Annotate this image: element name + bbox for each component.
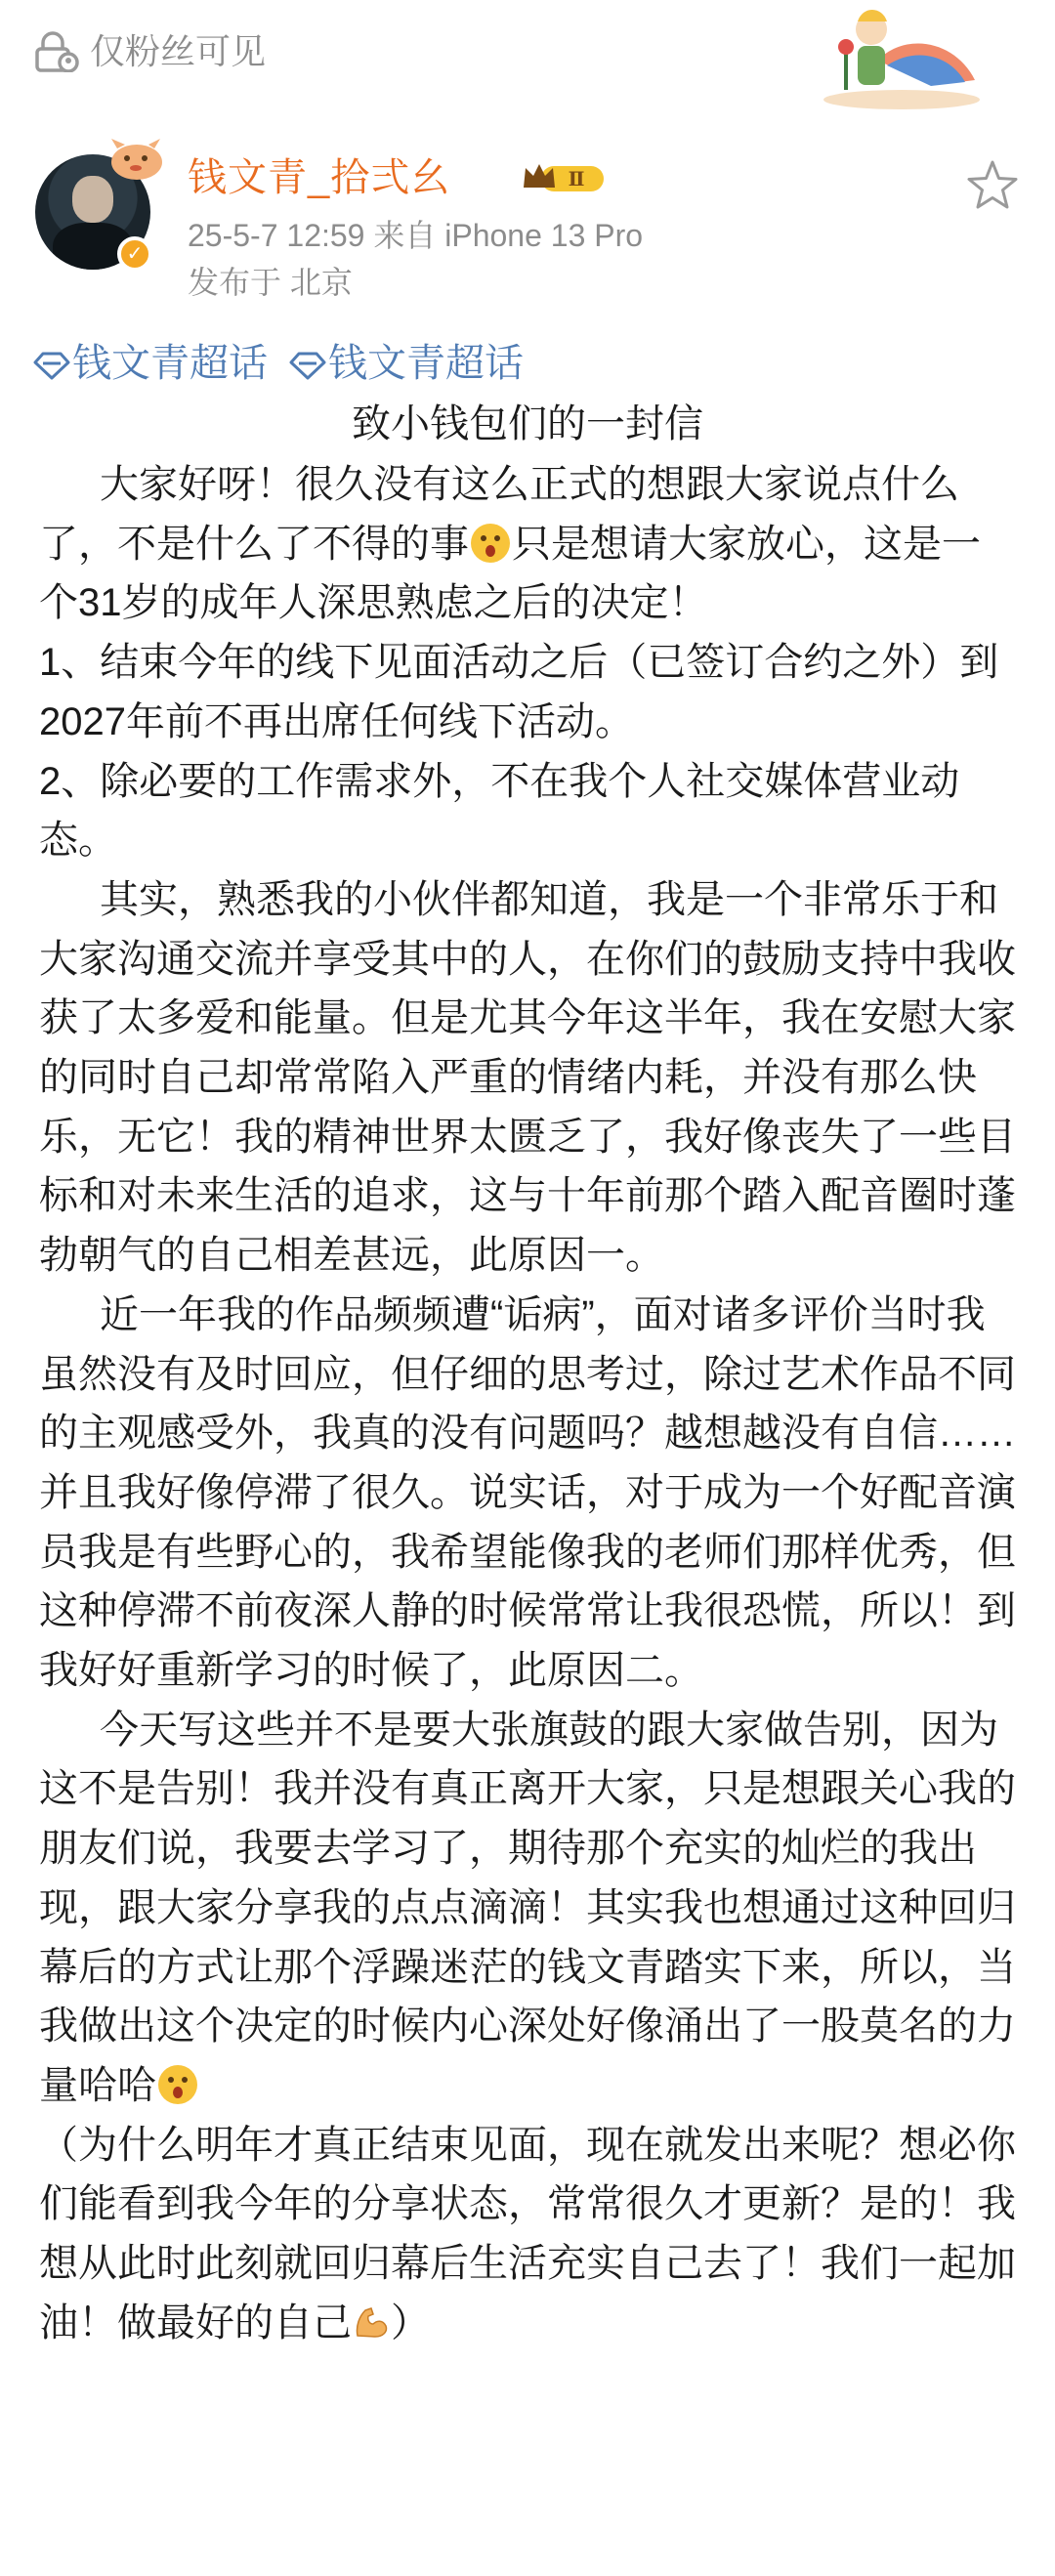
super-topic-tag[interactable]: 钱文青超话 <box>289 336 524 391</box>
post-location: 发布于 北京 <box>188 265 353 300</box>
muscle-emoji <box>352 2302 391 2342</box>
wow-emoji <box>158 2065 197 2104</box>
paragraph: 其实，熟悉我的小伙伴都知道，我是一个非常乐于和大家沟通交流并享受其中的人，在你们的鼓励支持中我收获了太多爱和能量。但是尤其今年这半年，我在安慰大家的同时自己却常常陷入严重的情绪内耗，并没有那么快乐，无它！我的精神世界太匮乏了，我好像丧失了一些目标和对未来生活的追求，这与十年前那个踏入配音圈时蓬勃朝气的自己相差甚远，此原因一。 <box>39 877 1016 1278</box>
letter-title: 致小钱包们的一封信 <box>352 402 703 445</box>
paragraph: 1、结束今年的线下见面活动之后（已签订合约之外）到2027年前不再出席任何线下活动。 <box>39 641 999 743</box>
svg-text:Ⅱ: Ⅱ <box>568 167 585 190</box>
diamond-tag-icon <box>289 351 326 380</box>
paragraph: 2、除必要的工作需求外，不在我个人社交媒体营业动态。 <box>39 759 960 863</box>
post-timestamp-source: 25-5-7 12:59 来自 iPhone 13 Pro <box>188 218 644 253</box>
paragraph: 大家好呀！很久没有这么正式的想跟大家说点什么了，不是什么了不得的事 只是想请大家放心，这是一个31岁的成年人深思熟虑之后的决定！ <box>39 463 981 625</box>
paragraph: 今天写这些并不是要大张旗鼓的跟大家做告别，因为这不是告别！我并没有真正离开大家，只是想跟关心我的朋友们说，我要去学习了，期待那个充实的灿烂的我出现，跟大家分享我的点点滴滴！其实我也想通过这种回归幕后的方式让那个浮躁迷茫的钱文青踏实下来，所以，当我做出这个决定的时候内心深处好像涌出了一股莫名的力量哈哈 <box>39 1708 1016 2107</box>
wow-emoji <box>471 524 510 563</box>
paragraph: 近一年我的作品频频遭“诟病”，面对诸多评价当时我虽然没有及时回应，但仔细的思考过，除过艺术作品不同的主观感受外，我真的没有问题吗？越想越没有自信……并且我好像停滞了很久。说实话，对于成为一个好配音演员我是有些野心的，我希望能像我的老师们那样优秀，但这种停滞不前夜深人静的时候常常让我很恐慌，所以！到我好好重新学习的时候了，此原因二。 <box>39 1292 1016 1693</box>
paragraph: （为什么明年才真正结束见面，现在就发出来呢？想必你们能看到我今年的分享状态，常常很久才更新？是的！我想从此时此刻就回归幕后生活充实自己去了！我们一起加油！做最好的自己 ） <box>39 2123 1016 2344</box>
lock-icon <box>35 31 80 72</box>
super-topic-tag[interactable]: 钱文青超话 <box>33 336 268 391</box>
post-header <box>0 115 1055 320</box>
verified-badge-icon: ✓ <box>117 236 152 272</box>
vip-badge-icon[interactable] <box>520 158 608 197</box>
super-topic-tags <box>33 336 545 391</box>
visibility-bar <box>0 0 1055 107</box>
avatar[interactable] <box>35 154 150 270</box>
username[interactable]: 钱文青_拾弍幺 <box>188 156 451 199</box>
diamond-tag-icon <box>33 351 70 380</box>
star-icon[interactable] <box>965 158 1020 211</box>
visibility-label: 仅粉丝可见 <box>90 31 267 71</box>
little-prince-decoration <box>819 2 985 109</box>
avatar-decoration-icon <box>104 137 166 186</box>
post-body <box>39 455 1016 2353</box>
